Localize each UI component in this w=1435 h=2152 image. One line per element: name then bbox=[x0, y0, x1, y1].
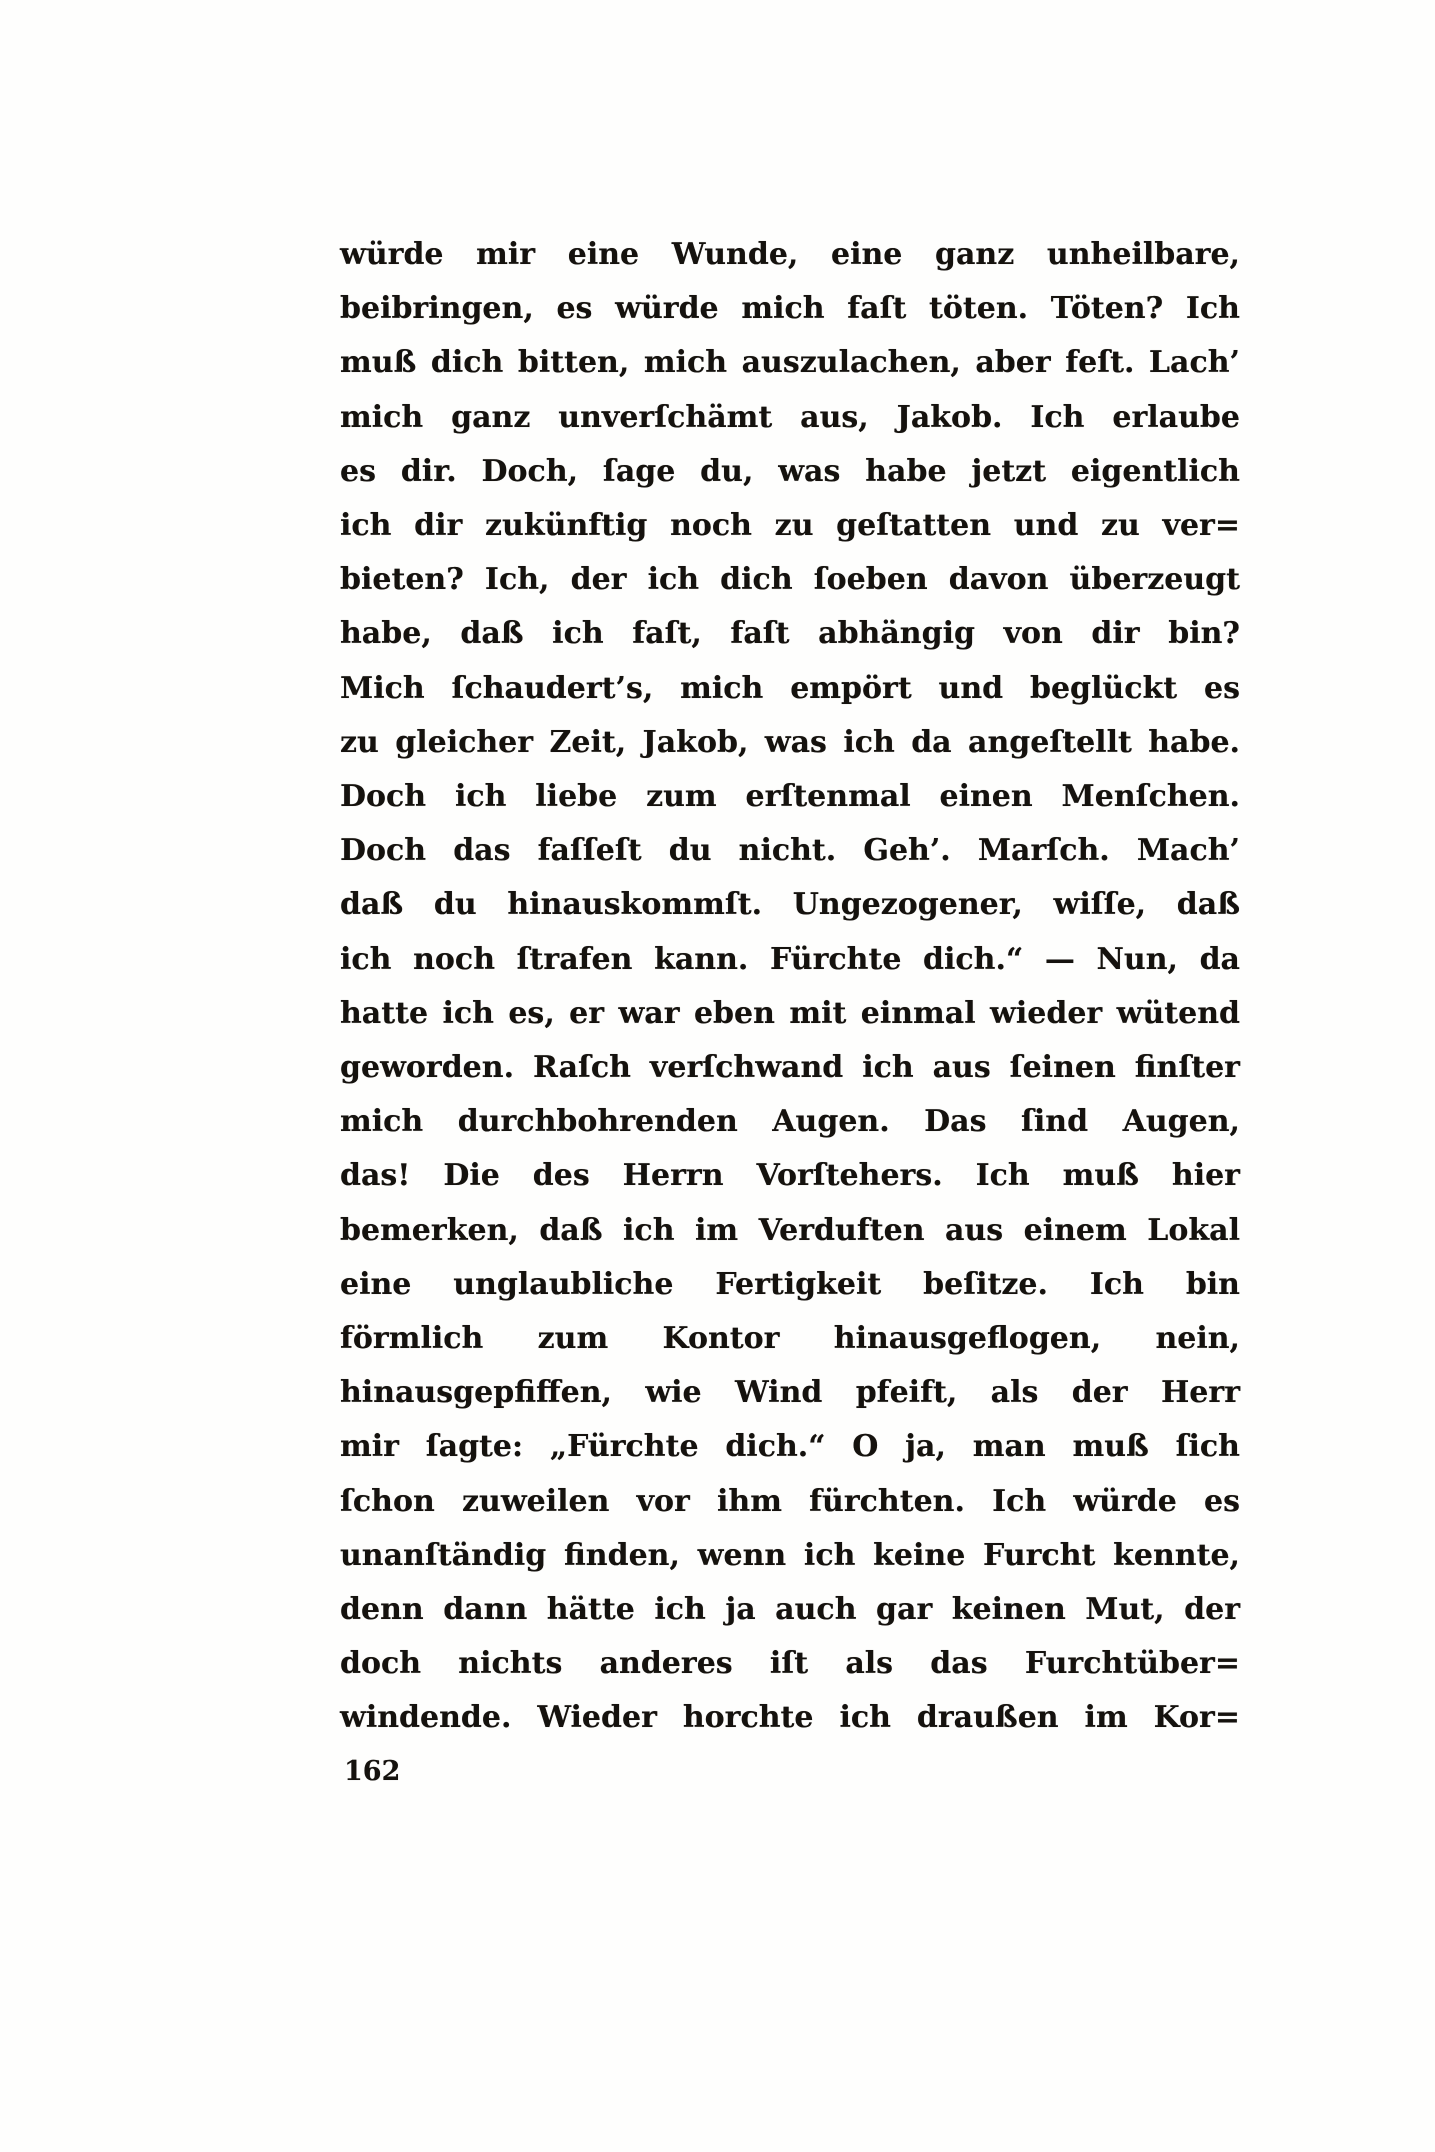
text-line: unanſtändig finden, wenn ich keine Furcht kennte, bbox=[340, 1537, 1240, 1573]
text-line: geworden. Raſch verſchwand ich aus ſeinen finſter bbox=[340, 1050, 1240, 1086]
text-line: würde mir eine Wunde, eine ganz unheilbare, bbox=[340, 237, 1240, 272]
text-line: habe, daß ich faſt, faſt abhängig von dir bin? bbox=[340, 616, 1240, 652]
page-number: 162 bbox=[344, 1756, 401, 1787]
text-line: ſchon zuweilen vor ihm fürchten. Ich würde es bbox=[340, 1483, 1240, 1519]
text-line: windende. Wieder horchte ich draußen im Kor= bbox=[340, 1700, 1240, 1736]
text-line: bemerken, daß ich im Verduften aus einem Lokal bbox=[340, 1212, 1240, 1248]
text-line: Mich ſchaudert’s, mich empört und beglückt es bbox=[340, 670, 1240, 706]
text-line: zu gleicher Zeit, Jakob, was ich da angeſtellt habe. bbox=[340, 724, 1240, 760]
text-line: Doch ich liebe zum erſtenmal einen Menſchen. bbox=[340, 779, 1240, 815]
text-line: doch nichts anderes iſt als das Furchtüber= bbox=[340, 1646, 1240, 1682]
text-line: mich durchbohrenden Augen. Das ſind Augen, bbox=[340, 1104, 1240, 1140]
text-line: förmlich zum Kontor hinausgeflogen, nein, bbox=[340, 1321, 1240, 1357]
text-line: ich noch ſtrafen kann. Fürchte dich.“ — Nun, da bbox=[340, 941, 1240, 977]
text-line: Doch das faſſeſt du nicht. Geh’. Marſch. Mach’ bbox=[340, 833, 1240, 869]
text-line: es dir. Doch, ſage du, was habe jetzt eigentlich bbox=[340, 453, 1240, 489]
text-line: bieten? Ich, der ich dich ſoeben davon überzeugt bbox=[340, 562, 1240, 598]
text-line: mich ganz unverſchämt aus, Jakob. Ich erlaube bbox=[340, 399, 1240, 435]
text-line: ich dir zukünftig noch zu geſtatten und zu ver= bbox=[340, 508, 1240, 544]
text-line: muß dich bitten, mich auszulachen, aber feſt. Lach’ bbox=[340, 345, 1240, 381]
text-block bbox=[340, 228, 1240, 1746]
text-line: hinausgepfiffen, wie Wind pfeift, als der Herr bbox=[340, 1375, 1240, 1411]
text-line: mir ſagte: „Fürchte dich.“ O ja, man muß ſich bbox=[340, 1429, 1240, 1465]
text-line: denn dann hätte ich ja auch gar keinen Mut, der bbox=[340, 1592, 1240, 1628]
text-line: daß du hinauskommſt. Ungezogener, wiſſe, daß bbox=[340, 887, 1240, 923]
text-line: eine unglaubliche Fertigkeit beſitze. Ich bin bbox=[340, 1266, 1240, 1302]
text-line: beibringen, es würde mich faſt töten. Töten? Ich bbox=[340, 291, 1240, 327]
text-line: das! Die des Herrn Vorſtehers. Ich muß hier bbox=[340, 1158, 1240, 1194]
text-line: hatte ich es, er war eben mit einmal wieder wütend bbox=[340, 995, 1240, 1031]
